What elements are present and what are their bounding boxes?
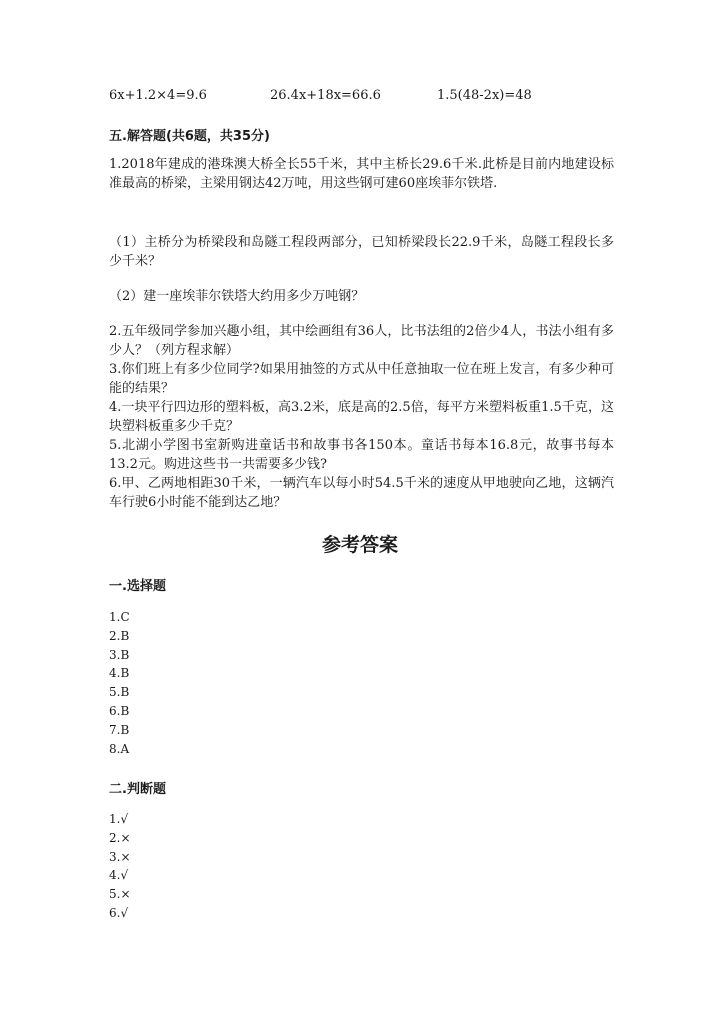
question-4: 4.一块平行四边形的塑料板，高3.2米，底是高的2.5倍，每平方米塑料板重1.5千克，这块塑料板重多少千克？ [109, 400, 614, 434]
answers-part-2-list [109, 810, 131, 923]
answer-item: 5.× [109, 887, 131, 902]
answer-item: 4.√ [109, 868, 129, 883]
answer-item: 3.B [109, 647, 130, 662]
answers-part-1-list [109, 608, 130, 758]
question-1-part-1: （1）主桥分为桥梁段和岛隧工程段两部分，已知桥梁段长22.9千米，岛隧工程段长多少千米？ [109, 235, 614, 269]
answer-item: 8.A [109, 741, 130, 756]
answers-part-1-heading: 一.选择题 [109, 579, 166, 594]
question-3: 3.你们班上有多少位同学?如果用抽签的方式从中任意抽取一位在班上发言，有多少种可能的结果？ [109, 362, 614, 396]
answers-title: 参考答案 [321, 534, 398, 556]
answer-item: 6.B [109, 703, 130, 718]
equation-1: 6x+1.2×4=9.6 [109, 88, 207, 103]
section-5-heading: 五.解答题(共6题，共35分) [109, 129, 270, 144]
answer-item: 3.× [109, 849, 131, 864]
answer-item: 6.√ [109, 905, 129, 920]
answer-item: 4.B [109, 666, 130, 681]
question-1: 1.2018年建成的港珠澳大桥全长55千米，其中主桥长29.6千米.此桥是目前内地建设标准最高的桥梁，主梁用钢达42万吨，用这些钢可建60座埃菲尔铁塔. [109, 157, 614, 191]
equation-2: 26.4x+18x=66.6 [270, 88, 381, 103]
question-5: 5.北湖小学图书室新购进童话书和故事书各150本。童话书每本16.8元，故事书每本13.2元。购进这些书一共需要多少钱? [109, 438, 614, 472]
answer-item: 7.B [109, 722, 130, 737]
answer-item: 5.B [109, 685, 130, 700]
answer-item: 2.B [109, 628, 130, 643]
question-2: 2.五年级同学参加兴趣小组，其中绘画组有36人，比书法组的2倍少4人，书法小组有多少人？（列方程求解） [109, 324, 614, 358]
question-1-part-2: （2）建一座埃菲尔铁塔大约用多少万吨钢？ [109, 289, 365, 304]
answer-item: 1.√ [109, 812, 129, 826]
equation-3: 1.5(48-2x)=48 [437, 88, 532, 103]
answers-part-2-heading: 二.判断题 [109, 782, 166, 797]
answer-item: 1.C [109, 610, 130, 624]
question-6: 6.甲、乙两地相距30千米，一辆汽车以每小时54.5千米的速度从甲地驶向乙地，这辆汽车行驶6小时能不能到达乙地？ [109, 476, 614, 510]
answer-item: 2.× [109, 830, 131, 845]
